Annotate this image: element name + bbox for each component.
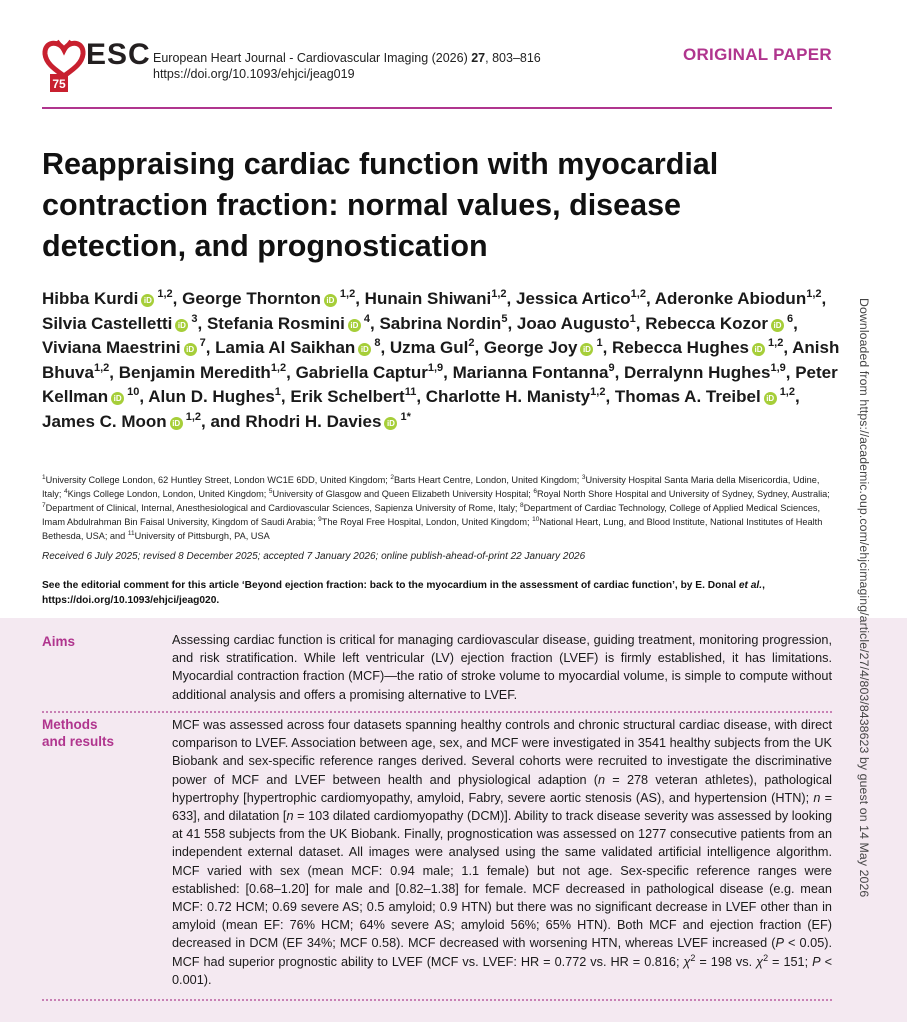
orcid-icon[interactable]: iD xyxy=(764,392,777,405)
article-doi-link[interactable]: https://doi.org/10.1093/ehjci/jeag019 xyxy=(153,67,355,81)
orcid-icon[interactable]: iD xyxy=(348,319,361,332)
author: Aderonke Abiodun$^{1,2}$ xyxy=(654,288,822,308)
orcid-icon[interactable]: iD xyxy=(384,417,397,430)
author: Stefania Rosmini $iD^4$ xyxy=(206,312,371,333)
orcid-icon[interactable]: iD xyxy=(580,343,593,356)
affiliation: $^3$University Hospital Santa Maria della Misericordia, Udine, Italy; xyxy=(42,474,820,500)
affiliations xyxy=(42,473,837,543)
orcid-icon[interactable]: iD xyxy=(752,343,765,356)
orcid-icon[interactable]: iD xyxy=(771,319,784,332)
author-list: Hibba Kurdi iD$^{1,2}$, George Thornton iD$^{1,2}$, Hunain Shiwani$^{1,2}$, Jessica Artico$^{1,2}$, Aderonke Abiodun$^{1,2}$, Silvia Castelletti $iD^3$, Stefania Rosmini $iD^4$, Sabrina Nordin$^5$, Joao Augusto$^1$, Rebecca Kozor $iD^6$, Viviana Maestrini $iD^7$, Lamia Al Saikhan $iD^8$, Uzma Gul$^2$, George Joy $iD^1$, Rebecca Hughes iD$^{1,2}$, Anish Bhuva$^{1,2}$, Benjamin Meredith$^{1,2}$, Gabriella Captur$^{1,9}$, Marianna Fontanna$^9$, Derralynn Hughes$^{1,9}$, Peter Kellman $iD^{10}$, Alun D. Hughes$^1$, Erik Schelbert$^{11}$, Charlotte H. Manisty$^{1,2}$, Thomas A. Treibel iD$^{1,2}$, James C. Moon iD$^{1,2}$, and Rhodri H. Davies $iD^{1*}$ xyxy=(42,288,840,431)
orcid-icon[interactable]: iD xyxy=(141,294,154,307)
author: Uzma Gul$^2$ xyxy=(389,337,475,358)
orcid-icon[interactable]: iD xyxy=(358,343,371,356)
methods-text: MCF was assessed across four datasets spanning healthy controls and chronic structural cardiac disease, with direct comparison to LVEF. Association between age, sex, and MCF were investigated in 3541 healthy subjects from the UK Biobank and sex-specific reference ranges derived. Several cohorts were recruited to investigate the discriminative power of MCF and LVEF between health and physiological adaption (n = 278 veteran athletes), pathological hypertrophy [hypertrophic cardiomyopathy, amyloid, Fabry, severe aortic stenosis (AS), and hypertension (HTN); n = 633], and dilatation [n = 103 dilated cardiomyopathy (DCM)]. Ability to track disease severity was assessed by looking at 41 558 subjects from the UK Biobank. Finally, prognostication was assessed on 1277 consecutive patients from an independent external dataset. All images were analysed using the same validated artificial intelligence algorithm. MCF varied with sex (mean MCF: 0.94 male; 1.1 female) but not age. Sex-specific reference ranges were established: [0.68–1.20] for male and [0.82–1.38] for female. MCF decreased in pathological disease (e.g. mean MCF: 0.72 HCM; 0.69 severe AS; 0.5 amyloid; 0.9 HTN) but there was no significant decrease in LVEF other than in amyloid (mean EF: 76% HCM; 64% severe AS; amyloid 56%; 65% HTN). Both MCF and ejection fraction (EF) decreased in DCM (EF 34%; MCF 0.58). MCF decreased with worsening HTN, whereas LVEF increased (P < 0.05). MCF had superior prognostic ability to LVEF (MCF vs. LVEF: HR = 0.772 vs. HR = 0.816; $\chi^2 = 198$ vs. $\chi^2 = 151$; P < 0.001). xyxy=(172,718,833,987)
logo-badge: 75 xyxy=(52,77,66,91)
download-note xyxy=(855,298,871,898)
methods-label: Methods and results xyxy=(42,717,115,749)
logo-text: ESC xyxy=(86,38,151,71)
author: Hunain Shiwani$^{1,2}$ xyxy=(364,288,507,308)
author: Rebecca Hughes iD$^{1,2}$ xyxy=(612,337,784,358)
author: George Thornton iD$^{1,2}$ xyxy=(182,288,356,308)
affiliation: $^{11}$University of Pittsburgh, PA, USA xyxy=(127,530,270,542)
author: Rhodri H. Davies $iD^{1*}$ xyxy=(245,410,411,431)
download-note-text: Downloaded from https://academic.oup.com/ehjcimaging/article/27/4/803/8438623 by guest on 14 May 2026 xyxy=(857,298,871,898)
author: Joao Augusto$^1$ xyxy=(516,312,636,333)
author: Anish Bhuva$^{1,2}$ xyxy=(42,338,840,382)
orcid-icon[interactable]: iD xyxy=(170,417,183,430)
author: Marianna Fontanna$^9$ xyxy=(452,361,615,382)
author: James C. Moon iD$^{1,2}$ xyxy=(42,410,201,431)
orcid-icon[interactable]: iD xyxy=(184,343,197,356)
author: Rebecca Kozor $iD^6$ xyxy=(645,312,794,333)
author: Thomas A. Treibel iD$^{1,2}$ xyxy=(614,386,795,407)
affiliation: $^6$Royal North Shore Hospital and University of Sydney, Sydney, Australia; xyxy=(533,488,830,500)
affiliation: $^1$University College London, 62 Huntley Street, London WC1E 6DD, United Kingdom; xyxy=(42,474,391,485)
author: Lamia Al Saikhan $iD^8$ xyxy=(215,337,381,358)
author: Jessica Artico$^{1,2}$ xyxy=(515,288,646,308)
journal-name: European Heart Journal - Cardiovascular Imaging (2026) xyxy=(153,51,468,65)
author: Erik Schelbert$^{11}$ xyxy=(290,386,417,407)
author: George Joy $iD^1$ xyxy=(483,337,603,358)
affiliation: $^2$Barts Heart Centre, London, United Kingdom; xyxy=(390,474,582,485)
author: Benjamin Meredith$^{1,2}$ xyxy=(118,361,287,382)
structured-abstract xyxy=(0,618,907,1022)
author: Peter Kellman $iD^{10}$ xyxy=(42,362,838,407)
affiliation: $^8$Department of Cardiac Technology, College of Applied Medical Sciences, Imam Abdulrahman Bin Faisal University, Kingdom of Saudi Arabia; xyxy=(42,502,821,528)
affiliation: $^9$The Royal Free Hospital, London, United Kingdom; xyxy=(318,516,533,528)
editorial-note[interactable]: See the editorial comment for this article ‘Beyond ejection fraction: back to the myocardium in the assessment of cardiac function’, by E. Donal et al., https://doi.org/10.1093/ehjci/jeag020. xyxy=(42,580,765,606)
affiliation: $^4$Kings College London, London, United Kingdom; xyxy=(63,488,269,500)
section-divider xyxy=(42,999,832,1001)
article-type: ORIGINAL PAPER xyxy=(682,45,832,64)
received-dates: Received 6 July 2025; revised 8 December 2025; accepted 7 January 2026; online publish-ahead-of-print 22 January 2026 xyxy=(42,551,586,562)
affiliation: $^{10}$National Heart, Lung, and Blood Institute, National Institutes of Health Bethesda, USA; and xyxy=(42,516,823,542)
author: Gabriella Captur$^{1,9}$ xyxy=(295,361,444,382)
section-divider xyxy=(42,711,832,713)
orcid-icon[interactable]: iD xyxy=(175,319,188,332)
affiliation: $^5$University of Glasgow and Queen Elizabeth University Hospital; xyxy=(268,488,534,500)
author: Alun D. Hughes$^1$ xyxy=(148,386,281,407)
article-title: Reappraising cardiac function with myocardial contraction fraction: normal values, disease detection, and prognostication xyxy=(42,147,719,263)
author: Sabrina Nordin$^5$ xyxy=(379,312,508,333)
author: Viviana Maestrini $iD^7$ xyxy=(42,337,206,358)
orcid-icon[interactable]: iD xyxy=(111,392,124,405)
journal-volume: 27 xyxy=(471,51,486,65)
author: Hibba Kurdi iD$^{1,2}$ xyxy=(42,288,173,308)
author: Silvia Castelletti $iD^3$ xyxy=(42,312,198,333)
journal-info xyxy=(153,50,541,82)
journal-pages: , 803–816 xyxy=(485,51,541,65)
esc-heart-icon xyxy=(42,36,86,96)
aims-label: Aims xyxy=(42,634,76,649)
orcid-icon[interactable]: iD xyxy=(324,294,337,307)
aims-text: Assessing cardiac function is critical for managing cardiovascular disease, guiding treatment, monitoring progression, and risk stratification. While left ventricular (LV) ejection fraction (LVEF) is firmly established, it has limitations. Myocardial contraction fraction (MCF)—the ratio of stroke volume to myocardial volume, is simple to compute without additional analysis and offers a promising alternative to LVEF. xyxy=(172,633,832,702)
author: Charlotte H. Manisty$^{1,2}$ xyxy=(425,386,606,407)
affiliation: $^7$Department of Clinical, Internal, Anesthesiological and Cardiovascular Sciences, Sapienza University of Rome, Italy; xyxy=(42,502,521,514)
author: Derralynn Hughes$^{1,9}$ xyxy=(624,361,786,382)
header-divider xyxy=(42,107,832,109)
